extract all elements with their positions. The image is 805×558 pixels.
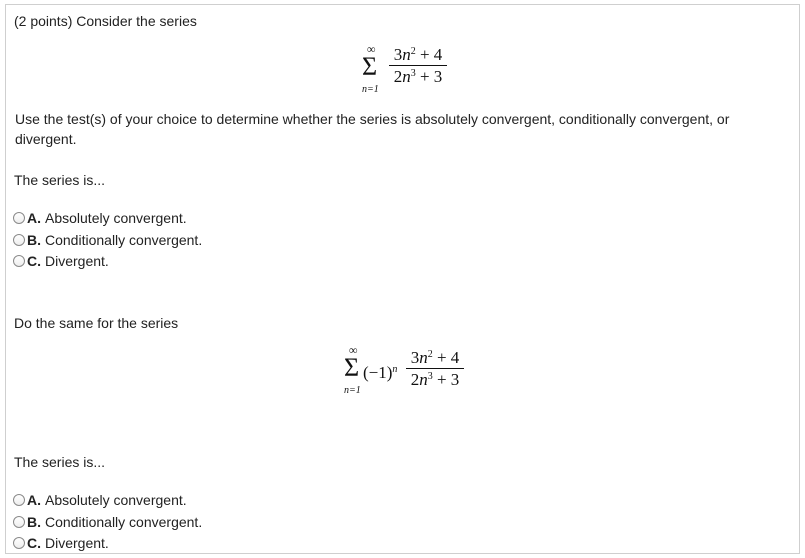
numerator: $3n^2 + 4$	[393, 45, 443, 64]
lower-limit: n=1	[344, 385, 361, 396]
denominator: $2n^3 + 3$	[410, 370, 460, 389]
question-panel	[5, 4, 800, 554]
sum-symbol: Σ	[344, 353, 360, 382]
denominator: $2n^3 + 3$	[393, 67, 443, 86]
radio-button[interactable]	[13, 537, 25, 549]
fraction	[406, 348, 464, 389]
question-intro: (2 points) Consider the series	[14, 13, 197, 29]
option-a-absolutely-convergent[interactable]: A. Absolutely convergent.	[13, 208, 187, 228]
fraction	[389, 45, 447, 86]
radio-button[interactable]	[13, 516, 25, 528]
upper-limit: ∞	[367, 42, 376, 56]
sum-symbol: Σ	[362, 52, 378, 81]
radio-button[interactable]	[13, 255, 25, 267]
option-c-divergent[interactable]: C. Divergent.	[13, 251, 109, 271]
series-2-label: The series is...	[14, 454, 106, 470]
radio-button[interactable]	[13, 212, 25, 224]
do-same-text: Do the same for the series	[14, 315, 179, 331]
option-a-absolutely-convergent[interactable]: A. Absolutely convergent.	[13, 490, 187, 510]
fraction-bar	[389, 65, 447, 66]
lower-limit: n=1	[362, 84, 379, 95]
alternating-factor: $(-1)^n$	[363, 363, 398, 382]
option-b-conditionally-convergent[interactable]: B. Conditionally convergent.	[13, 512, 202, 532]
radio-button[interactable]	[13, 234, 25, 246]
upper-limit: ∞	[349, 343, 358, 357]
radio-button[interactable]	[13, 494, 25, 506]
option-c-divergent[interactable]: C. Divergent.	[13, 533, 109, 553]
instructions-text: Use the test(s) of your choice to determine whether the series is absolutely convergent, conditionally convergent, or divergent.	[15, 111, 730, 147]
numerator: $3n^2 + 4$	[410, 348, 460, 367]
option-b-conditionally-convergent[interactable]: B. Conditionally convergent.	[13, 230, 202, 250]
fraction-bar	[406, 368, 464, 369]
series-1-label: The series is...	[14, 172, 106, 188]
